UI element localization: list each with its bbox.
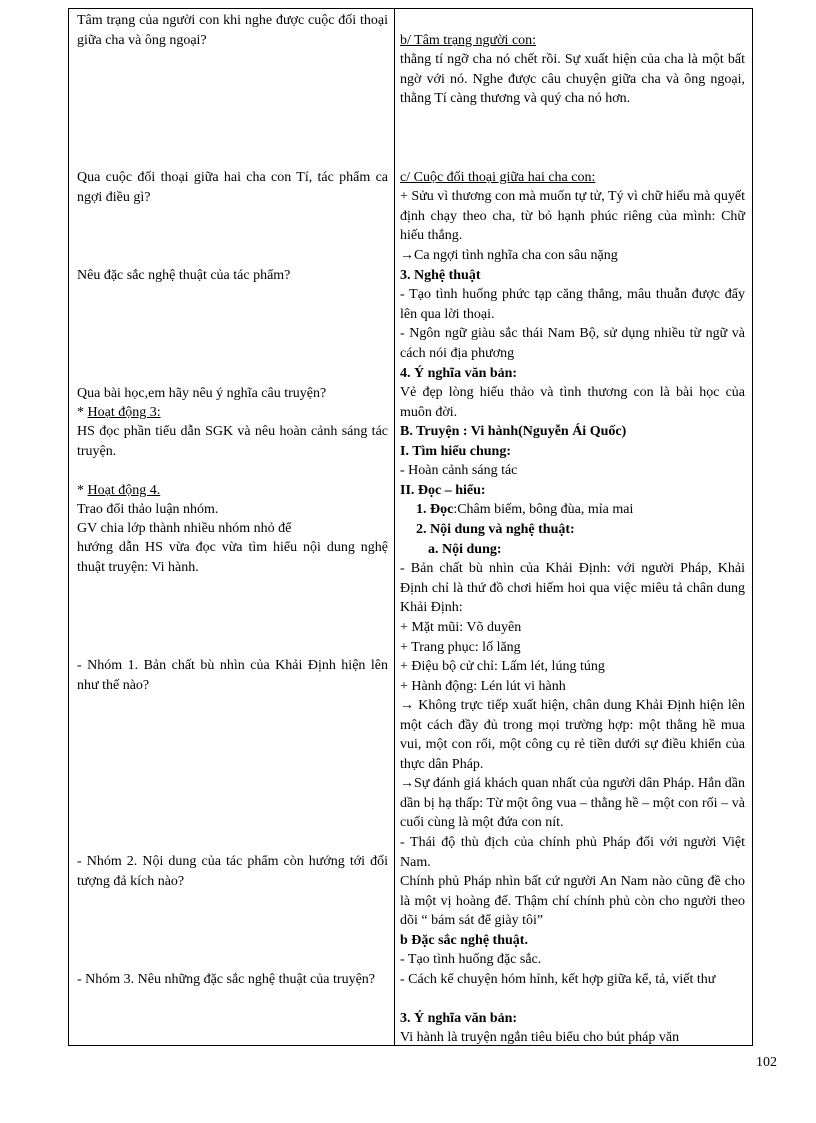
page-number: 102: [756, 1055, 777, 1070]
question-1: Tâm trạng của người con khi nghe được cuộc đối thoại giữa cha và ông ngoại?: [77, 13, 388, 48]
section-b-art-line-2: - Cách kể chuyện hóm hỉnh, kết hợp giữa kể, tả, viết thư: [400, 972, 716, 987]
section-c-conclusion: →Ca ngợi tình nghĩa cha con sâu nặng: [400, 248, 618, 263]
section-b-art-line-1: - Tạo tình huống đặc sắc.: [400, 952, 542, 967]
section-ii-1: [400, 500, 761, 520]
section-ii-1-number: 1. Đọc: [416, 502, 454, 517]
activity-4-label: Hoạt động 4.: [87, 483, 161, 498]
group-3-question: - Nhóm 3. Nêu những đặc sắc nghệ thuật của truyện?: [77, 972, 375, 987]
content-table: [68, 8, 753, 1046]
content-line-2: + Mặt mũi: Võ duyên: [400, 620, 522, 635]
section-3-line-1: - Tạo tình huống phức tạp căng thẳng, mâu thuẫn được đẩy lên qua lời thoại.: [400, 287, 745, 322]
activity-3-label: Hoạt động 3:: [87, 405, 161, 420]
section-c-title: c/ Cuộc đối thoại giữa hai cha con:: [400, 170, 596, 185]
content-line-3: + Trang phục: lố lăng: [400, 640, 521, 655]
section-ii-a: a. Nội dung:: [428, 542, 502, 557]
content-line-6: → Không trực tiếp xuất hiện, chân dung Khải Định hiện lên một cách đầy đủ trong mọi trường hợp: một thằng hề mua vui, một con rối, một công cụ rẻ tiền dưới sự điều khiển của thực dân Pháp.: [400, 698, 745, 772]
column-divider: [394, 9, 395, 1045]
content-line-5: + Hành động: Lén lút vi hành: [400, 679, 566, 694]
section-4-text: Vẻ đẹp lòng hiếu thảo và tình thương con là bài học của muôn đời.: [400, 385, 745, 420]
question-3: Nêu đặc sắc nghệ thuật của tác phẩm?: [77, 268, 291, 283]
content-line-1: - Bản chất bù nhìn của Khải Định: với người Pháp, Khải Định chỉ là thứ đồ chơi hiếm hoi qua việc miêu tả chân dung Khải Định:: [400, 561, 745, 615]
activity-4-line-3: hướng dẫn HS vừa đọc vừa tìm hiểu nội dung nghệ thuật truyện: Vi hành.: [77, 540, 388, 575]
content-line-9: Chính phủ Pháp nhìn bất cứ người An Nam nào cũng đề cho là một vị hoàng đế. Thậm chí chính phủ còn cho người theo dõi “ bám sát để giày tôi”: [400, 874, 745, 928]
section-3-line-2: - Ngôn ngữ giàu sắc thái Nam Bộ, sử dụng nhiều từ ngữ và cách nói địa phương: [400, 326, 745, 361]
section-i-title: I. Tìm hiểu chung:: [400, 444, 511, 459]
content-line-8: - Thái độ thù địch của chính phủ Pháp đối với người Việt Nam.: [400, 835, 745, 870]
section-ii-1-text: :Châm biếm, bông đùa, mỉa mai: [453, 502, 634, 517]
section-3b-text: Vi hành là truyện ngắn tiêu biểu cho bút pháp văn: [400, 1030, 680, 1045]
section-3b-title: 3. Ý nghĩa văn bản:: [400, 1011, 518, 1026]
part-b-title: B. Truyện : Vi hành(Nguyễn Ái Quốc): [400, 424, 627, 439]
section-c-text: + Sửu vì thương con mà muốn tự tử, Tý vì chữ hiếu mà quyết định chạy theo cha, từ bỏ hạnh phúc riêng của mình: Chữ hiếu thắng.: [400, 189, 746, 243]
content-line-7: →Sự đánh giá khách quan nhất của người dân Pháp. Hắn dần dần bị hạ thấp: Từ một ông vua – thằng hề – một con rối – và cuối cùng là một đứa con nít.: [400, 776, 745, 830]
section-4-title: 4. Ý nghĩa văn bản:: [400, 366, 518, 381]
content-line-4: + Điệu bộ cử chỉ: Lấm lét, lúng túng: [400, 659, 605, 674]
group-2-question: - Nhóm 2. Nội dung của tác phẩm còn hướng tới đối tượng đả kích nào?: [77, 854, 388, 889]
section-ii-title: II. Đọc – hiểu:: [400, 483, 486, 498]
section-b-art-title: b Đặc sắc nghệ thuật.: [400, 933, 528, 948]
question-2: Qua cuộc đối thoại giữa hai cha con Tí, tác phẩm ca ngợi điều gì?: [77, 170, 388, 205]
activity-4-line-1: Trao đổi thảo luận nhóm.: [77, 502, 219, 517]
group-1-question: - Nhóm 1. Bản chất bù nhìn của Khải Định hiện lên như thế nào?: [77, 658, 388, 693]
section-i-line-1: - Hoàn cảnh sáng tác: [400, 463, 518, 478]
section-b-text: thằng tí ngỡ cha nó chết rồi. Sự xuất hiện của cha là một bất ngờ với nó. Nghe được câu chuyện giữa cha và ông ngoại, thằng Tí càng thương và quý cha nó hơn.: [400, 52, 745, 106]
activity-3-text: HS đọc phần tiểu dẫn SGK và nêu hoàn cảnh sáng tác truyện.: [77, 424, 388, 459]
section-ii-2: 2. Nội dung và nghệ thuật:: [416, 522, 575, 537]
section-3-title: 3. Nghệ thuật: [400, 268, 481, 283]
section-b-title: b/ Tâm trạng người con:: [400, 33, 537, 48]
question-4: Qua bài học,em hãy nêu ý nghĩa câu truyện?: [77, 386, 327, 401]
activity-4-heading: * Hoạt động 4.: [77, 483, 161, 498]
activity-3-heading: * Hoạt động 3:: [77, 405, 161, 420]
activity-4-line-2: GV chia lớp thành nhiều nhóm nhỏ để: [77, 521, 292, 536]
